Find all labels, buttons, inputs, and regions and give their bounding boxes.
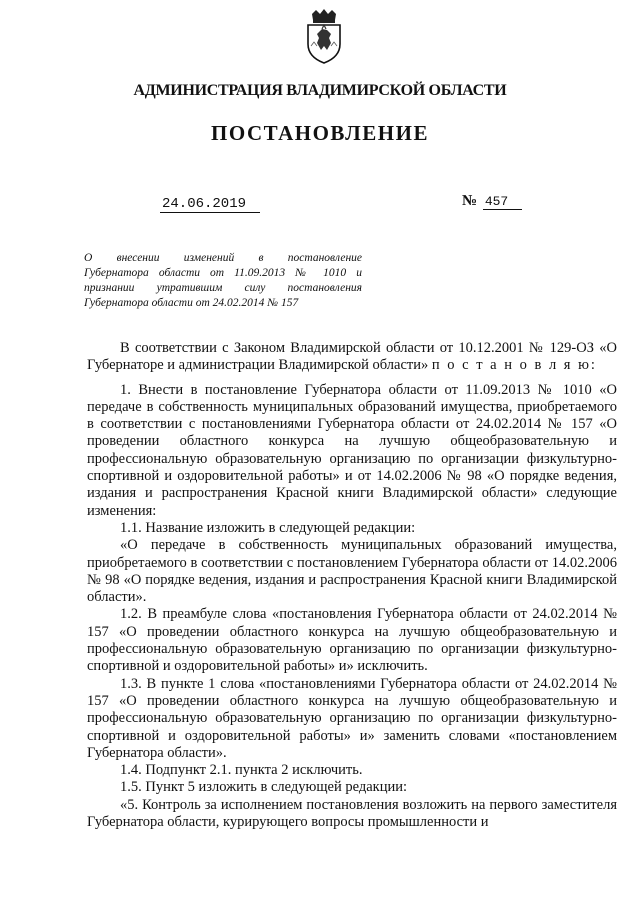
- preamble-paragraph: [87, 340, 617, 375]
- subject-line: признании утратившим силу постановления: [84, 282, 362, 294]
- number-sign: №: [462, 193, 478, 209]
- paragraph-1-4: 1.4. Подпункт 2.1. пункта 2 исключить.: [120, 762, 363, 779]
- paragraph-1-1-quote: «О передаче в собственность муниципальных образований имущества, приобретаемого в соответствии с постановлением Губернатора области от 14.02.2006 № 98 «О порядке ведения, издания и распространения Красной книги Владимирской области».: [87, 537, 617, 606]
- subject-line: Губернатора области от 11.09.2013 № 1010 и: [84, 267, 362, 279]
- paragraph-1-5: 1.5. Пункт 5 изложить в следующей редакции:: [120, 779, 408, 796]
- document-body: [87, 340, 617, 831]
- coat-of-arms-icon: [302, 8, 346, 64]
- document-date: 24.06.2019: [160, 196, 260, 213]
- issuer-heading: АДМИНИСТРАЦИЯ ВЛАДИМИРСКОЙ ОБЛАСТИ: [133, 82, 507, 99]
- decree-word: п о с т а н о в л я ю:: [431, 357, 597, 374]
- document-subject: [84, 251, 362, 311]
- preamble-text: В соответствии с Законом Владимирской области от 10.12.2001 № 129-ОЗ «О Губернаторе и администрации Владимирской области»: [87, 340, 617, 374]
- paragraph-1-5-quote: «5. Контроль за исполнением постановления возложить на первого заместителя Губернатора области, курирующего вопросы промышленности и: [87, 796, 617, 831]
- number-value: 457: [483, 194, 522, 210]
- document-number: [462, 193, 522, 210]
- subject-line: О внесении изменений в постановление: [84, 252, 362, 264]
- document-type-title: ПОСТАНОВЛЕНИЕ: [211, 121, 429, 145]
- paragraph-1-1: 1.1. Название изложить в следующей редакции:: [120, 519, 416, 536]
- paragraph-1-2: 1.2. В преамбуле слова «постановления Губернатора области от 24.02.2014 № 157 «О проведении областного конкурса на лучшую общеобразовательную и профессиональную образовательную организацию по организации физкультурно-спортивной и оздоровительной работы» и» исключить.: [87, 606, 617, 675]
- paragraph-1: 1. Внести в постановление Губернатора области от 11.09.2013 № 1010 «О передаче в собственность муниципальных образований имущества, приобретаемого в соответствии с постановлениями Губернатора области от 24.02.2014 № 157 «О проведении областного конкурса на лучшую общеобразовательную и профессиональную образовательную организацию по организации физкультурно-спортивной и оздоровительной работы» и от 14.02.2006 № 98 «О порядке ведения, издания и распространения Красной книги Владимирской области» следующие изменения:: [87, 381, 617, 519]
- subject-line: Губернатора области от 24.02.2014 № 157: [84, 297, 299, 309]
- paragraph-1-3: 1.3. В пункте 1 слова «постановлениями Губернатора области от 24.02.2014 № 157 «О проведении областного конкурса на лучшую общеобразовательную и профессиональную образовательную организацию по организации физкультурно-спортивной и оздоровительной работы» и» заменить словами «постановлением Губернатора области».: [87, 675, 617, 761]
